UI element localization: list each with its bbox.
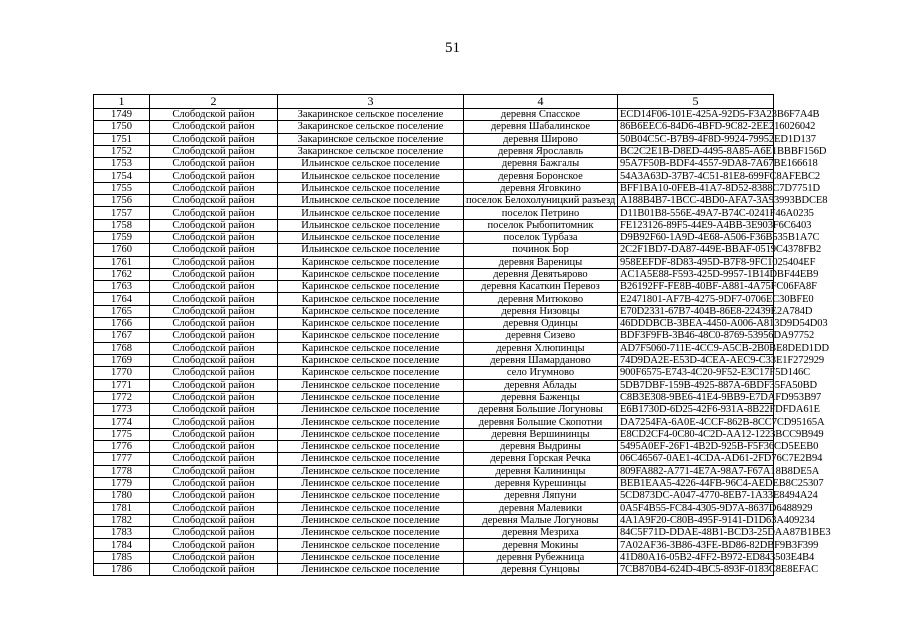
table-row <box>94 158 774 170</box>
table-row <box>94 441 774 453</box>
row-number-cell: 1769 <box>94 354 150 366</box>
district-cell: Слободской район <box>150 195 278 207</box>
settlement-cell: Ильинское сельское поселение <box>278 219 464 231</box>
table-row <box>94 453 774 465</box>
locality-cell: деревня Сунцовы <box>464 563 618 575</box>
table-header-row <box>94 95 774 109</box>
guid-cell: BEB1EAA5-4226-44FB-96C4-AEDEB8C25307 <box>618 477 774 489</box>
guid-cell: BFF1BA10-0FEB-41A7-8D52-8388C7D7751D <box>618 182 774 194</box>
district-cell: Слободской район <box>150 404 278 416</box>
guid-cell: E70D2331-67B7-404B-86E8-22439E2A784D <box>618 305 774 317</box>
locality-cell: село Игумново <box>464 367 618 379</box>
district-cell: Слободской район <box>150 342 278 354</box>
district-cell: Слободской район <box>150 219 278 231</box>
district-cell: Слободской район <box>150 231 278 243</box>
row-number-cell: 1759 <box>94 231 150 243</box>
guid-cell: 900F6575-E743-4C20-9F52-E3C17F5D146C <box>618 367 774 379</box>
locality-cell: деревня Бажгалы <box>464 158 618 170</box>
row-number-cell: 1774 <box>94 416 150 428</box>
settlement-cell: Ильинское сельское поселение <box>278 158 464 170</box>
table-row <box>94 195 774 207</box>
settlement-cell: Ленинское сельское поселение <box>278 428 464 440</box>
settlement-cell: Ильинское сельское поселение <box>278 195 464 207</box>
table-row <box>94 318 774 330</box>
guid-cell: 06C46567-0AE1-4CDA-AD61-2FD76C7E2B94 <box>618 453 774 465</box>
settlement-cell: Каринское сельское поселение <box>278 342 464 354</box>
settlement-cell: Ленинское сельское поселение <box>278 527 464 539</box>
guid-cell: BDF3F9FB-3B46-48C0-8769-53956DA97752 <box>618 330 774 342</box>
locality-cell: поселок Рыбопитомник <box>464 219 618 231</box>
district-cell: Слободской район <box>150 170 278 182</box>
header-number: 1 <box>94 95 150 109</box>
district-cell: Слободской район <box>150 256 278 268</box>
row-number-cell: 1783 <box>94 527 150 539</box>
settlement-cell: Ленинское сельское поселение <box>278 391 464 403</box>
guid-cell: 5DB7DBF-159B-4925-887A-6BDF35FA50BD <box>618 379 774 391</box>
district-cell: Слободской район <box>150 330 278 342</box>
locality-cell: деревня Ярославль <box>464 145 618 157</box>
row-number-cell: 1776 <box>94 441 150 453</box>
row-number-cell: 1784 <box>94 539 150 551</box>
table-row <box>94 354 774 366</box>
table-row <box>94 502 774 514</box>
locality-cell: деревня Аблады <box>464 379 618 391</box>
guid-cell: 50B04C5C-B7B9-4F8D-9924-79952ED1D137 <box>618 133 774 145</box>
district-cell: Слободской район <box>150 281 278 293</box>
row-number-cell: 1755 <box>94 182 150 194</box>
guid-cell: 7A02AF36-3B86-43FE-BD86-82DBF9B3F399 <box>618 539 774 551</box>
header-locality: 4 <box>464 95 618 109</box>
settlement-cell: Закаринское сельское поселение <box>278 109 464 121</box>
district-cell: Слободской район <box>150 207 278 219</box>
locality-cell: деревня Горская Речка <box>464 453 618 465</box>
guid-cell: AC1A5E88-F593-425D-9957-1B14DBF44EB9 <box>618 268 774 280</box>
settlement-cell: Ленинское сельское поселение <box>278 416 464 428</box>
row-number-cell: 1765 <box>94 305 150 317</box>
locality-cell: деревня Одинцы <box>464 318 618 330</box>
locality-cell: деревня Широво <box>464 133 618 145</box>
district-cell: Слободской район <box>150 477 278 489</box>
locality-cell: поселок Петрино <box>464 207 618 219</box>
settlement-cell: Ленинское сельское поселение <box>278 502 464 514</box>
table-row <box>94 367 774 379</box>
row-number-cell: 1766 <box>94 318 150 330</box>
settlement-cell: Ленинское сельское поселение <box>278 539 464 551</box>
row-number-cell: 1771 <box>94 379 150 391</box>
locality-cell: деревня Большие Скопотни <box>464 416 618 428</box>
guid-cell: A188B4B7-1BCC-4BD0-AFA7-3A93993BDCE8 <box>618 195 774 207</box>
settlement-cell: Каринское сельское поселение <box>278 367 464 379</box>
guid-cell: D9B92F60-1A9D-4E68-A506-F36B535B1A7C <box>618 231 774 243</box>
locality-cell: деревня Спасское <box>464 109 618 121</box>
district-cell: Слободской район <box>150 318 278 330</box>
district-cell: Слободской район <box>150 268 278 280</box>
locality-cell: поселок Турбаза <box>464 231 618 243</box>
guid-cell: 958EEFDF-8D83-495D-B7F8-9FC1025404EF <box>618 256 774 268</box>
table-row <box>94 256 774 268</box>
settlement-cell: Ленинское сельское поселение <box>278 490 464 502</box>
table-row <box>94 379 774 391</box>
settlement-cell: Каринское сельское поселение <box>278 305 464 317</box>
table-row <box>94 170 774 182</box>
district-cell: Слободской район <box>150 453 278 465</box>
guid-cell: D11B01B8-556E-49A7-B74C-0241F46A0235 <box>618 207 774 219</box>
header-guid: 5 <box>618 95 774 109</box>
district-cell: Слободской район <box>150 182 278 194</box>
table-row <box>94 293 774 305</box>
guid-cell: 95A7F50B-BDF4-4557-9DA8-7A67BE166618 <box>618 158 774 170</box>
settlements-table <box>93 94 831 576</box>
row-number-cell: 1753 <box>94 158 150 170</box>
guid-cell: B26192FF-FE8B-40BF-A881-4A75FC06FA8F <box>618 281 774 293</box>
locality-cell: деревня Курешинцы <box>464 477 618 489</box>
district-cell: Слободской район <box>150 539 278 551</box>
settlement-cell: Каринское сельское поселение <box>278 256 464 268</box>
table-row <box>94 231 774 243</box>
table-row <box>94 490 774 502</box>
table-row <box>94 305 774 317</box>
guid-cell: BC2C2E1B-D8ED-4495-8A85-A6E1BBBF156D <box>618 145 774 157</box>
table-row <box>94 416 774 428</box>
locality-cell: деревня Калининцы <box>464 465 618 477</box>
settlement-cell: Ильинское сельское поселение <box>278 244 464 256</box>
guid-cell: AD7F5060-711E-4CC9-A5CB-2B0BE8DED1DD <box>618 342 774 354</box>
header-district: 2 <box>150 95 278 109</box>
guid-cell: 74D9DA2E-E53D-4CEA-AEC9-C33E1F272929 <box>618 354 774 366</box>
locality-cell: деревня Сизево <box>464 330 618 342</box>
district-cell: Слободской район <box>150 465 278 477</box>
row-number-cell: 1758 <box>94 219 150 231</box>
row-number-cell: 1781 <box>94 502 150 514</box>
row-number-cell: 1756 <box>94 195 150 207</box>
row-number-cell: 1786 <box>94 563 150 575</box>
row-number-cell: 1752 <box>94 145 150 157</box>
table-row <box>94 109 774 121</box>
settlement-cell: Каринское сельское поселение <box>278 318 464 330</box>
guid-cell: E8CD2CF4-0C80-4C2D-AA12-1223BCC9B949 <box>618 428 774 440</box>
locality-cell: деревня Рубежница <box>464 551 618 563</box>
locality-cell: деревня Баженцы <box>464 391 618 403</box>
district-cell: Слободской район <box>150 244 278 256</box>
district-cell: Слободской район <box>150 563 278 575</box>
locality-cell: деревня Митюково <box>464 293 618 305</box>
settlement-cell: Закаринское сельское поселение <box>278 145 464 157</box>
guid-cell: E2471801-AF7B-4275-9DF7-0706EC30BFE0 <box>618 293 774 305</box>
settlement-cell: Каринское сельское поселение <box>278 268 464 280</box>
row-number-cell: 1773 <box>94 404 150 416</box>
table-row <box>94 133 774 145</box>
district-cell: Слободской район <box>150 441 278 453</box>
district-cell: Слободской район <box>150 416 278 428</box>
guid-cell: 54A3A63D-37B7-4C51-81E8-699FC8AFEBC2 <box>618 170 774 182</box>
table-row <box>94 527 774 539</box>
guid-cell: 84C5F71D-DDAE-48B1-BCD3-25DAA87B1BE3 <box>618 527 774 539</box>
district-cell: Слободской район <box>150 490 278 502</box>
table-row <box>94 539 774 551</box>
locality-cell: починок Бор <box>464 244 618 256</box>
locality-cell: деревня Боронское <box>464 170 618 182</box>
guid-cell: 86B6EEC6-84D6-4BFD-9C82-2EE216026042 <box>618 121 774 133</box>
settlement-cell: Ленинское сельское поселение <box>278 453 464 465</box>
guid-cell: 809FA882-A771-4E7A-98A7-F67A18B8DE5A <box>618 465 774 477</box>
settlement-cell: Каринское сельское поселение <box>278 281 464 293</box>
district-cell: Слободской район <box>150 502 278 514</box>
locality-cell: деревня Вареницы <box>464 256 618 268</box>
district-cell: Слободской район <box>150 354 278 366</box>
row-number-cell: 1785 <box>94 551 150 563</box>
row-number-cell: 1780 <box>94 490 150 502</box>
table-row <box>94 477 774 489</box>
district-cell: Слободской район <box>150 527 278 539</box>
table-row <box>94 465 774 477</box>
district-cell: Слободской район <box>150 145 278 157</box>
district-cell: Слободской район <box>150 514 278 526</box>
guid-cell: C8B3E308-9BE6-41E4-9BB9-E7DAFD953B97 <box>618 391 774 403</box>
row-number-cell: 1775 <box>94 428 150 440</box>
table-row <box>94 281 774 293</box>
settlement-cell: Ильинское сельское поселение <box>278 170 464 182</box>
guid-cell: 7CB870B4-624D-4BC5-893F-0183C8E8EFAC <box>618 563 774 575</box>
settlement-cell: Ленинское сельское поселение <box>278 551 464 563</box>
row-number-cell: 1761 <box>94 256 150 268</box>
guid-cell: 5495A0EF-26F1-4B2D-925B-F5F36CD5EEB0 <box>618 441 774 453</box>
row-number-cell: 1768 <box>94 342 150 354</box>
table-row <box>94 551 774 563</box>
row-number-cell: 1770 <box>94 367 150 379</box>
district-cell: Слободской район <box>150 109 278 121</box>
settlement-cell: Ленинское сельское поселение <box>278 563 464 575</box>
settlement-cell: Каринское сельское поселение <box>278 354 464 366</box>
table-row <box>94 428 774 440</box>
row-number-cell: 1757 <box>94 207 150 219</box>
table-row <box>94 342 774 354</box>
settlement-cell: Ленинское сельское поселение <box>278 514 464 526</box>
page-number: 51 <box>445 40 460 56</box>
settlement-cell: Ленинское сельское поселение <box>278 379 464 391</box>
settlement-cell: Ленинское сельское поселение <box>278 404 464 416</box>
settlement-cell: Ленинское сельское поселение <box>278 441 464 453</box>
row-number-cell: 1777 <box>94 453 150 465</box>
district-cell: Слободской район <box>150 391 278 403</box>
settlement-cell: Ленинское сельское поселение <box>278 465 464 477</box>
table-row <box>94 219 774 231</box>
table-body <box>94 109 831 576</box>
district-cell: Слободской район <box>150 158 278 170</box>
row-number-cell: 1778 <box>94 465 150 477</box>
locality-cell: деревня Большие Логуновы <box>464 404 618 416</box>
district-cell: Слободской район <box>150 293 278 305</box>
locality-cell: деревня Шабалинское <box>464 121 618 133</box>
row-number-cell: 1754 <box>94 170 150 182</box>
row-number-cell: 1760 <box>94 244 150 256</box>
guid-cell: 2C2F1BD7-DA87-449E-BBAF-0519C4378FB2 <box>618 244 774 256</box>
guid-cell: 46DDDBCB-3BEA-4450-A006-A813D9D54D03 <box>618 318 774 330</box>
settlement-cell: Каринское сельское поселение <box>278 330 464 342</box>
table-row <box>94 268 774 280</box>
settlement-cell: Ильинское сельское поселение <box>278 207 464 219</box>
row-number-cell: 1763 <box>94 281 150 293</box>
table-row <box>94 391 774 403</box>
header-settlement: 3 <box>278 95 464 109</box>
locality-cell: деревня Девятьярово <box>464 268 618 280</box>
row-number-cell: 1764 <box>94 293 150 305</box>
row-number-cell: 1779 <box>94 477 150 489</box>
row-number-cell: 1762 <box>94 268 150 280</box>
row-number-cell: 1772 <box>94 391 150 403</box>
settlement-cell: Закаринское сельское поселение <box>278 121 464 133</box>
district-cell: Слободской район <box>150 121 278 133</box>
settlement-cell: Ленинское сельское поселение <box>278 477 464 489</box>
district-cell: Слободской район <box>150 133 278 145</box>
settlement-cell: Ильинское сельское поселение <box>278 231 464 243</box>
locality-cell: поселок Белохолуницкий разъезд <box>464 195 618 207</box>
locality-cell: деревня Низовцы <box>464 305 618 317</box>
guid-cell: 41D80A16-05B2-4FF2-B972-ED843503E4B4 <box>618 551 774 563</box>
guid-cell: 0A5F4B55-FC84-4305-9D7A-8637D6488929 <box>618 502 774 514</box>
guid-cell: 5CD873DC-A047-4770-8EB7-1A33E8494A24 <box>618 490 774 502</box>
table-row <box>94 145 774 157</box>
settlement-cell: Закаринское сельское поселение <box>278 133 464 145</box>
row-number-cell: 1782 <box>94 514 150 526</box>
row-number-cell: 1751 <box>94 133 150 145</box>
table-row <box>94 563 774 575</box>
row-number-cell: 1750 <box>94 121 150 133</box>
table-row <box>94 182 774 194</box>
guid-cell: E6B1730D-6D25-42F6-931A-8B22FDFDA61E <box>618 404 774 416</box>
locality-cell: деревня Хлюпинцы <box>464 342 618 354</box>
table-row <box>94 244 774 256</box>
guid-cell: 4A1A9F20-C80B-495F-9141-D1D63A409234 <box>618 514 774 526</box>
settlement-cell: Каринское сельское поселение <box>278 293 464 305</box>
settlement-cell: Ильинское сельское поселение <box>278 182 464 194</box>
table-row <box>94 121 774 133</box>
locality-cell: деревня Касаткин Перевоз <box>464 281 618 293</box>
locality-cell: деревня Малые Логуновы <box>464 514 618 526</box>
locality-cell: деревня Выдрины <box>464 441 618 453</box>
locality-cell: деревня Ляпуни <box>464 490 618 502</box>
district-cell: Слободской район <box>150 428 278 440</box>
locality-cell: деревня Мезриха <box>464 527 618 539</box>
table-row <box>94 330 774 342</box>
table-row <box>94 404 774 416</box>
guid-cell: DA7254FA-6A0E-4CCF-862B-8CC7CD95165A <box>618 416 774 428</box>
locality-cell: деревня Шамарданово <box>464 354 618 366</box>
locality-cell: деревня Яговкино <box>464 182 618 194</box>
district-cell: Слободской район <box>150 551 278 563</box>
district-cell: Слободской район <box>150 379 278 391</box>
locality-cell: деревня Мокины <box>464 539 618 551</box>
locality-cell: деревня Малевики <box>464 502 618 514</box>
district-cell: Слободской район <box>150 305 278 317</box>
table-row <box>94 207 774 219</box>
row-number-cell: 1767 <box>94 330 150 342</box>
row-number-cell: 1749 <box>94 109 150 121</box>
guid-cell: ECD14F06-101E-425A-92D5-F3A23B6F7A4B <box>618 109 774 121</box>
guid-cell: FE123126-89F5-44E9-A4BB-3E903F6C6403 <box>618 219 774 231</box>
locality-cell: деревня Вершининцы <box>464 428 618 440</box>
table-row <box>94 514 774 526</box>
district-cell: Слободской район <box>150 367 278 379</box>
